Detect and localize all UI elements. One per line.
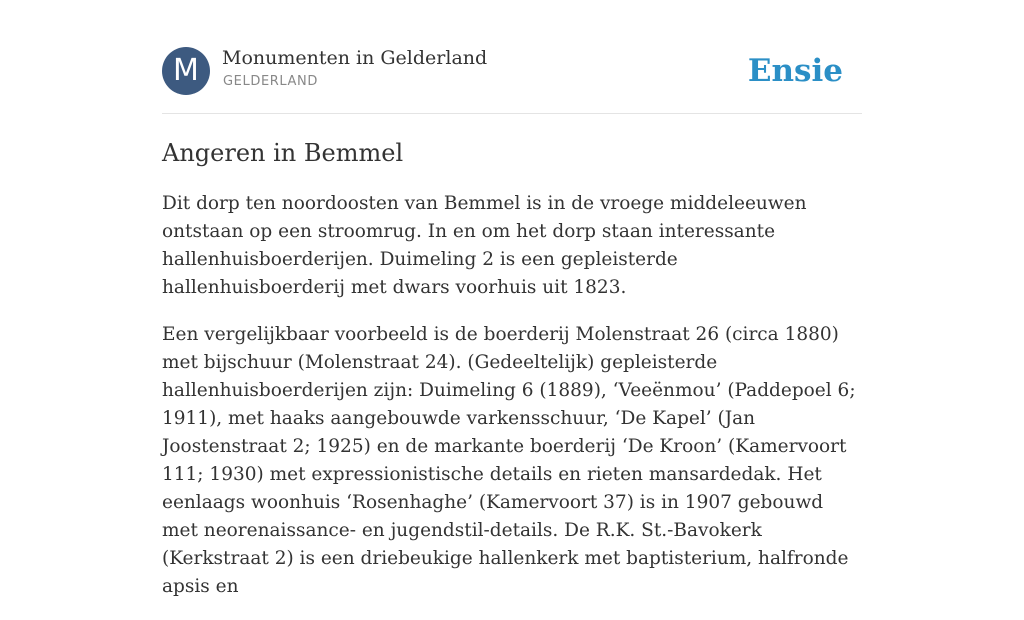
article-paragraph: Een vergelijkbaar voorbeeld is de boerderij Molenstraat 26 (circa 1880) met bijschuur (Molenstraat 24). (Gedeeltelijk) gepleisterde hallenhuisboerderijen zijn: Duimeling 6 (1889), ‘Veeënmou’ (Paddepoel 6; 1911), met haaks aangebouwde varkensschuur, ‘De Kapel’ (Jan Joostenstraat 2; 1925) en de markante boerderij ‘De Kroon’ (Kamervoort 111; 1930) met expressionistische details en rieten mansardedak. Het eenlaags woonhuis ‘Rosenhaghe’ (Kamervoort 37) is in 1907 gebouwd met neorenaissance- en jugendstil-details. De R.K. St.-Bavokerk (Kerkstraat 2) is een driebeukige hallenkerk met baptisterium, halfronde apsis en — [162, 324, 856, 597]
header-divider — [162, 113, 862, 114]
article-body — [162, 190, 862, 620]
article-paragraph: Dit dorp ten noordoosten van Bemmel is in de vroege middeleeuwen ontstaan op een stroomrug. In en om het dorp staan interessante hallenhuisboerderijen. Duimeling 2 is een gepleisterde hallenhuisboerderij met dwars voorhuis uit 1823. — [162, 193, 807, 298]
page-container — [162, 0, 862, 597]
source-header — [162, 46, 862, 96]
source-avatar[interactable]: M — [162, 47, 210, 95]
article-title: Angeren in Bemmel — [162, 139, 404, 167]
source-subtitle-link[interactable]: GELDERLAND — [223, 74, 318, 89]
source-title-link[interactable]: Monumenten in Gelderland — [222, 47, 488, 69]
ensie-logo[interactable]: Ensie — [747, 53, 843, 89]
